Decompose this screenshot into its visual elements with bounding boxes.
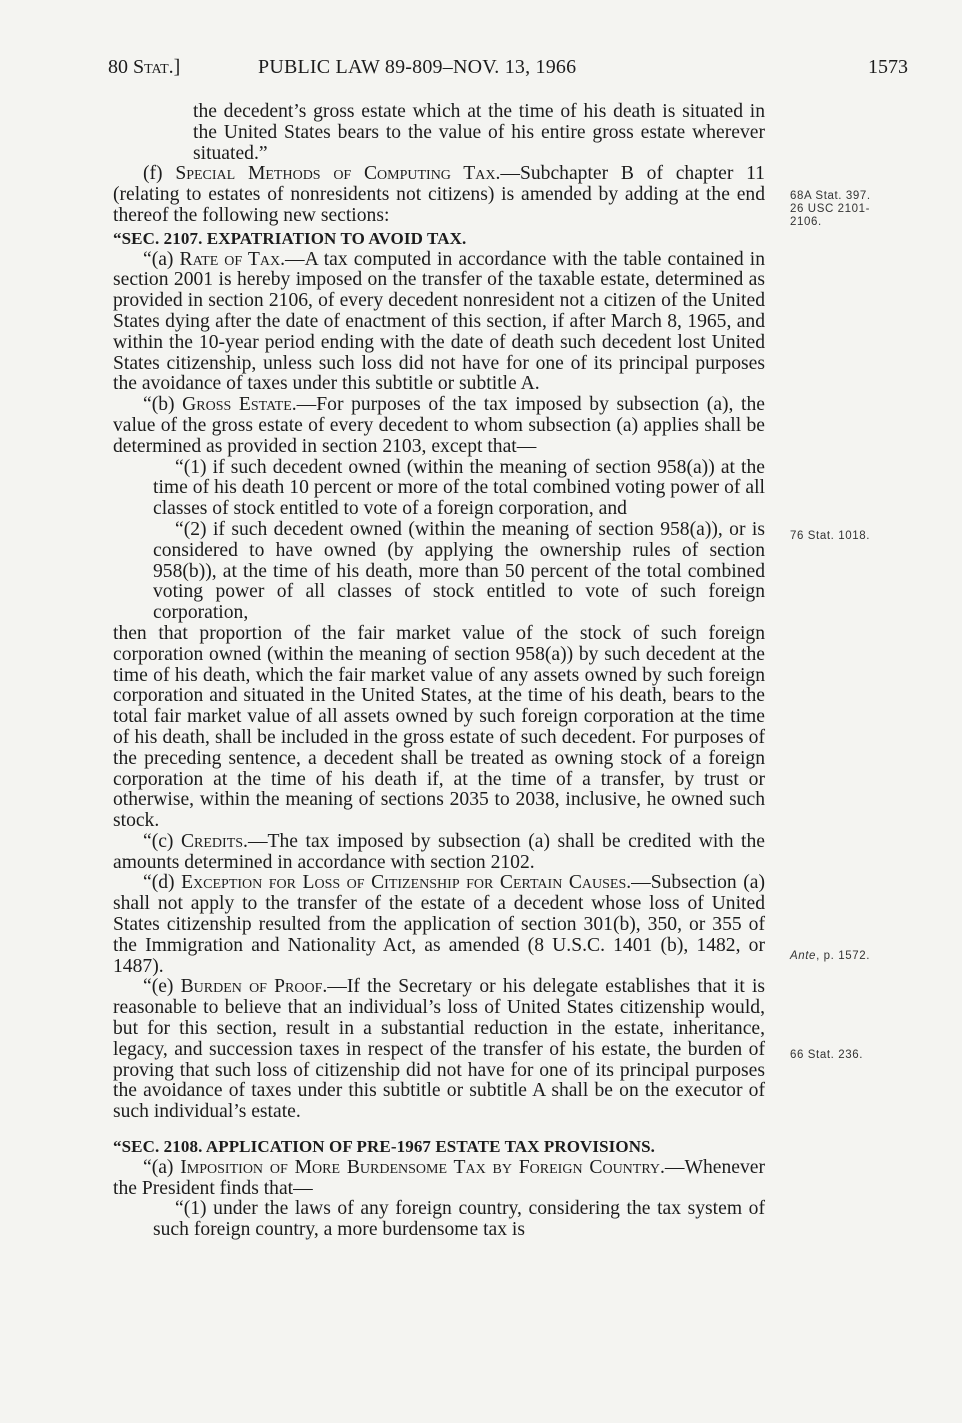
subsection-a-heading: Rate of Tax.	[179, 248, 285, 270]
clause-b1: “(1) if such decedent owned (within the meaning of section 958(a)) at the time of his death 10 percent or more of the total combined voting power of all classes of stock entitled to vote of a foreign corporation, and	[153, 456, 765, 520]
subsection-b-continuation: then that proportion of the fair market value of the stock of such foreign corporation owned (within the meaning of section 958(a)) by such decedent at the time of his death, which the fair market value of any assets owned by such foreign corporation and situated in the United States, at the time of his death, bears to the total fair market value of all assets owned by such foreign corporation at the time of his death, shall be included in the gross estate of such decedent. For purposes of the preceding sentence, a decedent shall be treated as owning stock of a foreign corporation at the time of his death if, at the time of a transfer, by trust or otherwise, within the meaning of sections 2035 to 2038, inclusive, he owned such stock.	[113, 622, 765, 832]
subsection-a-text: —A tax computed in accordance with the table contained in section 2001 is hereby imposed on the transfer of the taxable estate, determined as provided in section 2106, of every decedent nonresident not a citizen of the United States dying after the date of enactment of this section, if after March 8, 1965, and within the 10-year period ending with the date of death such decedent lost United States citizenship, unless such loss did not have for one of its principal purposes the avoidance of taxes under this subtitle or subtitle A.	[113, 248, 765, 395]
section-2108-heading: “SEC. 2108. APPLICATION OF PRE-1967 ESTATE TAX PROVISIONS.	[113, 1137, 656, 1157]
page-number: 1573	[868, 56, 908, 78]
section-2108-subsection-a	[113, 1158, 765, 1200]
section-2108-a-text: —Whenever the President finds that—	[113, 1156, 766, 1199]
subsection-b-text: —For purposes of the tax imposed by subsection (a), the value of the gross estate of every decedent to whom subsection (a) applies shall be determined as provided in section 2103, except that—	[113, 394, 765, 457]
section-2108-a-prefix: “(a)	[143, 1156, 181, 1178]
subsection-a	[113, 250, 765, 396]
margin-note-68a-line1: 68A Stat. 397.	[790, 190, 871, 202]
subsection-a-prefix: “(a)	[143, 248, 180, 270]
paragraph-f	[113, 164, 765, 226]
document-body	[113, 102, 765, 1241]
subsection-e-text: —If the Secretary or his delegate establishes that it is reasonable to believe that an individual’s loss of United States citizenship would, but for this section, result in a substantial reduction in the estate, inheritance, legacy, and succession taxes in respect of the transfer of his estate, the burden of proving that such loss of citizenship did not have for one of its principal purposes the avoidance of taxes under this subtitle or subtitle A shall be on the executor of such individual’s estate.	[113, 976, 766, 1123]
margin-note-ante-page: , p. 1572.	[816, 950, 871, 962]
subsection-e-prefix: “(e)	[143, 976, 181, 998]
subsection-e	[113, 977, 765, 1123]
subsection-d-prefix: “(d)	[143, 872, 182, 894]
page-header	[108, 56, 908, 84]
section-2108-clause-1: “(1) under the laws of any foreign country, considering the tax system of such foreign country, a more burdensome tax is	[153, 1198, 765, 1241]
header-title: PUBLIC LAW 89-809–NOV. 13, 1966	[258, 56, 577, 78]
subsection-d-text: —Subsection (a) shall not apply to the transfer of the estate of a decedent whose loss of United States citizenship resulted from the application of section 301(b), 350, or 355 of the Immigration and Nationality Act, as amended (8 U.S.C. 1401 (b), 1482, or 1487).	[113, 872, 765, 977]
margin-note-ante-italic: Ante	[790, 950, 817, 962]
subsection-c-prefix: “(c)	[143, 830, 181, 852]
subsection-c-heading: Credits.	[180, 830, 248, 852]
margin-note-66-stat: 66 Stat. 236.	[790, 1049, 864, 1061]
header-volume: 80	[108, 56, 133, 78]
header-citation	[108, 56, 180, 79]
subsection-c-text: —The tax imposed by subsection (a) shall be credited with the amounts determined in accordance with section 2102.	[113, 830, 765, 873]
margin-note-68a-line3: 2106.	[790, 216, 822, 228]
clause-b2: “(2) if such decedent owned (within the meaning of section 958(a)), or is considered to have owned (by applying the ownership rules of section 958(b)), at the time of his death, more than 50 percent of the total combined voting power of all classes of stock entitled to vote of such foreign corporation,	[153, 518, 765, 624]
header-stat-label: Stat.	[133, 56, 174, 78]
paragraph-continuation: the decedent’s gross estate which at the time of his death is situated in the United States bears to the value of his entire gross estate wherever situated.”	[193, 101, 765, 164]
section-2108-a-heading: Imposition of More Burdensome Tax by Foreign Country.	[180, 1156, 665, 1178]
subsection-d-heading: Exception for Loss of Citizenship for Certain Causes.	[181, 872, 632, 894]
subsection-d	[113, 873, 765, 977]
paragraph-f-heading: Special Methods of Computing Tax.	[175, 163, 501, 185]
margin-note-76-stat: 76 Stat. 1018.	[790, 530, 871, 542]
margin-note-ante	[790, 950, 870, 963]
subsection-e-heading: Burden of Proof.	[180, 976, 328, 998]
margin-note-68a-stat	[790, 190, 900, 229]
margin-note-68a-line2: 26 USC 2101-	[790, 203, 871, 215]
paragraph-f-prefix: (f)	[143, 163, 176, 185]
subsection-b-prefix: “(b)	[143, 394, 183, 416]
subsection-b-heading: Gross Estate.	[182, 394, 297, 416]
header-bracket: ]	[173, 56, 181, 78]
paragraph-f-text: —Subchapter B of chapter 11 (relating to estates of nonresidents not citizens) is amended by adding at the end thereof the following new sections:	[113, 163, 765, 226]
subsection-b	[113, 395, 765, 457]
subsection-c	[113, 832, 765, 874]
section-2107-heading: “SEC. 2107. EXPATRIATION TO AVOID TAX.	[113, 228, 467, 248]
